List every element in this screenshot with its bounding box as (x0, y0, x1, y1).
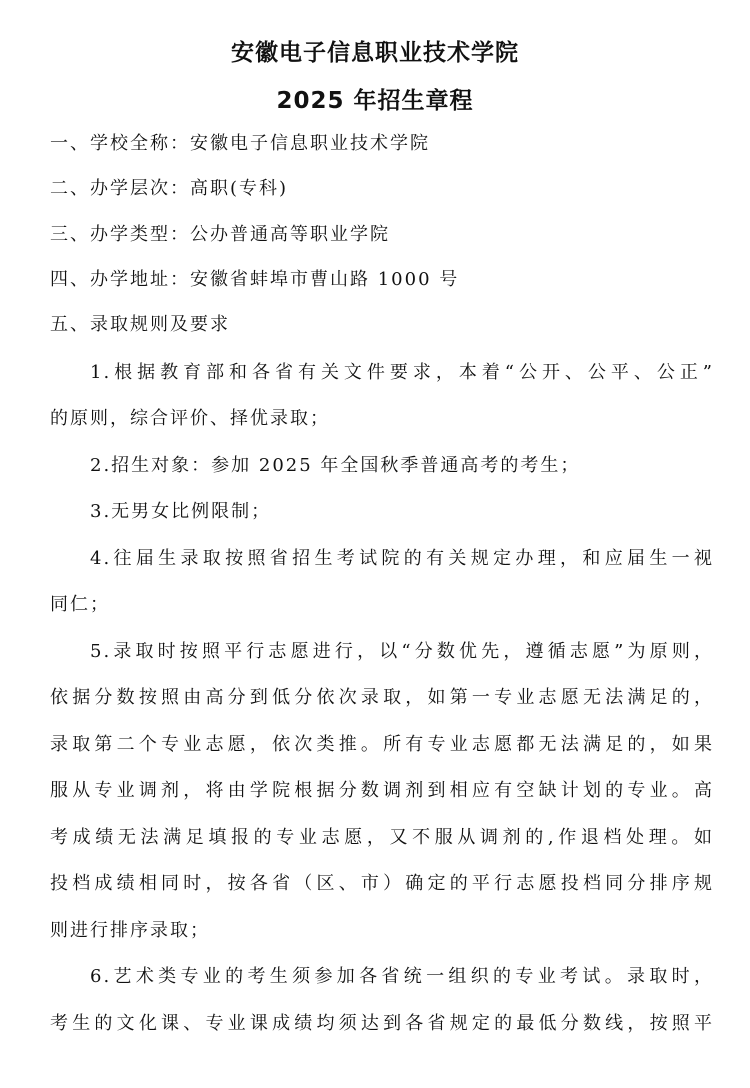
item-education-level: 二、办学层次：高职(专科) (50, 178, 289, 199)
item-school-type: 三、办学类型：公办普通高等职业学院 (50, 224, 390, 245)
document-title-charter: 2025 年招生章程 (276, 88, 474, 114)
document-title-school: 安徽电子信息职业技术学院 (231, 40, 519, 66)
rule-4-line-1: 4.往届生录取按照省招生考试院的有关规定办理，和应届生一视 (90, 548, 714, 569)
rule-5-line-4: 服从专业调剂，将由学院根据分数调剂到相应有空缺计划的专业。高 (50, 780, 714, 801)
rule-5-line-3: 录取第二个专业志愿，依次类推。所有专业志愿都无法满足的，如果 (50, 734, 714, 755)
item-school-address: 四、办学地址：安徽省蚌埠市曹山路 1000 号 (50, 269, 460, 290)
rule-6-line-2: 考生的文化课、专业课成绩均须达到各省规定的最低分数线，按照平 (50, 1013, 714, 1034)
rule-5-line-2: 依据分数按照由高分到低分依次录取，如第一专业志愿无法满足的， (50, 687, 714, 708)
rule-5-line-6: 投档成绩相同时，按各省（区、市）确定的平行志愿投档同分排序规 (50, 873, 714, 894)
rule-5-line-7: 则进行排序录取； (50, 920, 210, 941)
rule-1-line-2: 的原则，综合评价、择优录取； (50, 408, 330, 429)
rule-3: 3.无男女比例限制； (90, 501, 272, 522)
rule-6-line-1: 6.艺术类专业的考生须参加各省统一组织的专业考试。录取时， (90, 966, 714, 987)
rule-1-line-1: 1.根据教育部和各省有关文件要求，本着“公开、公平、公正” (90, 362, 714, 383)
rule-4-line-2: 同仁； (50, 594, 110, 615)
item-school-name: 一、学校全称：安徽电子信息职业技术学院 (50, 133, 430, 154)
rule-5-line-1: 5.录取时按照平行志愿进行，以“分数优先，遵循志愿”为原则， (90, 641, 714, 662)
rule-2: 2.招生对象：参加 2025 年全国秋季普通高考的考生； (90, 455, 581, 476)
rule-5-line-5: 考成绩无法满足填报的专业志愿，又不服从调剂的,作退档处理。如 (50, 827, 714, 848)
section-heading-admission-rules: 五、录取规则及要求 (50, 314, 230, 335)
